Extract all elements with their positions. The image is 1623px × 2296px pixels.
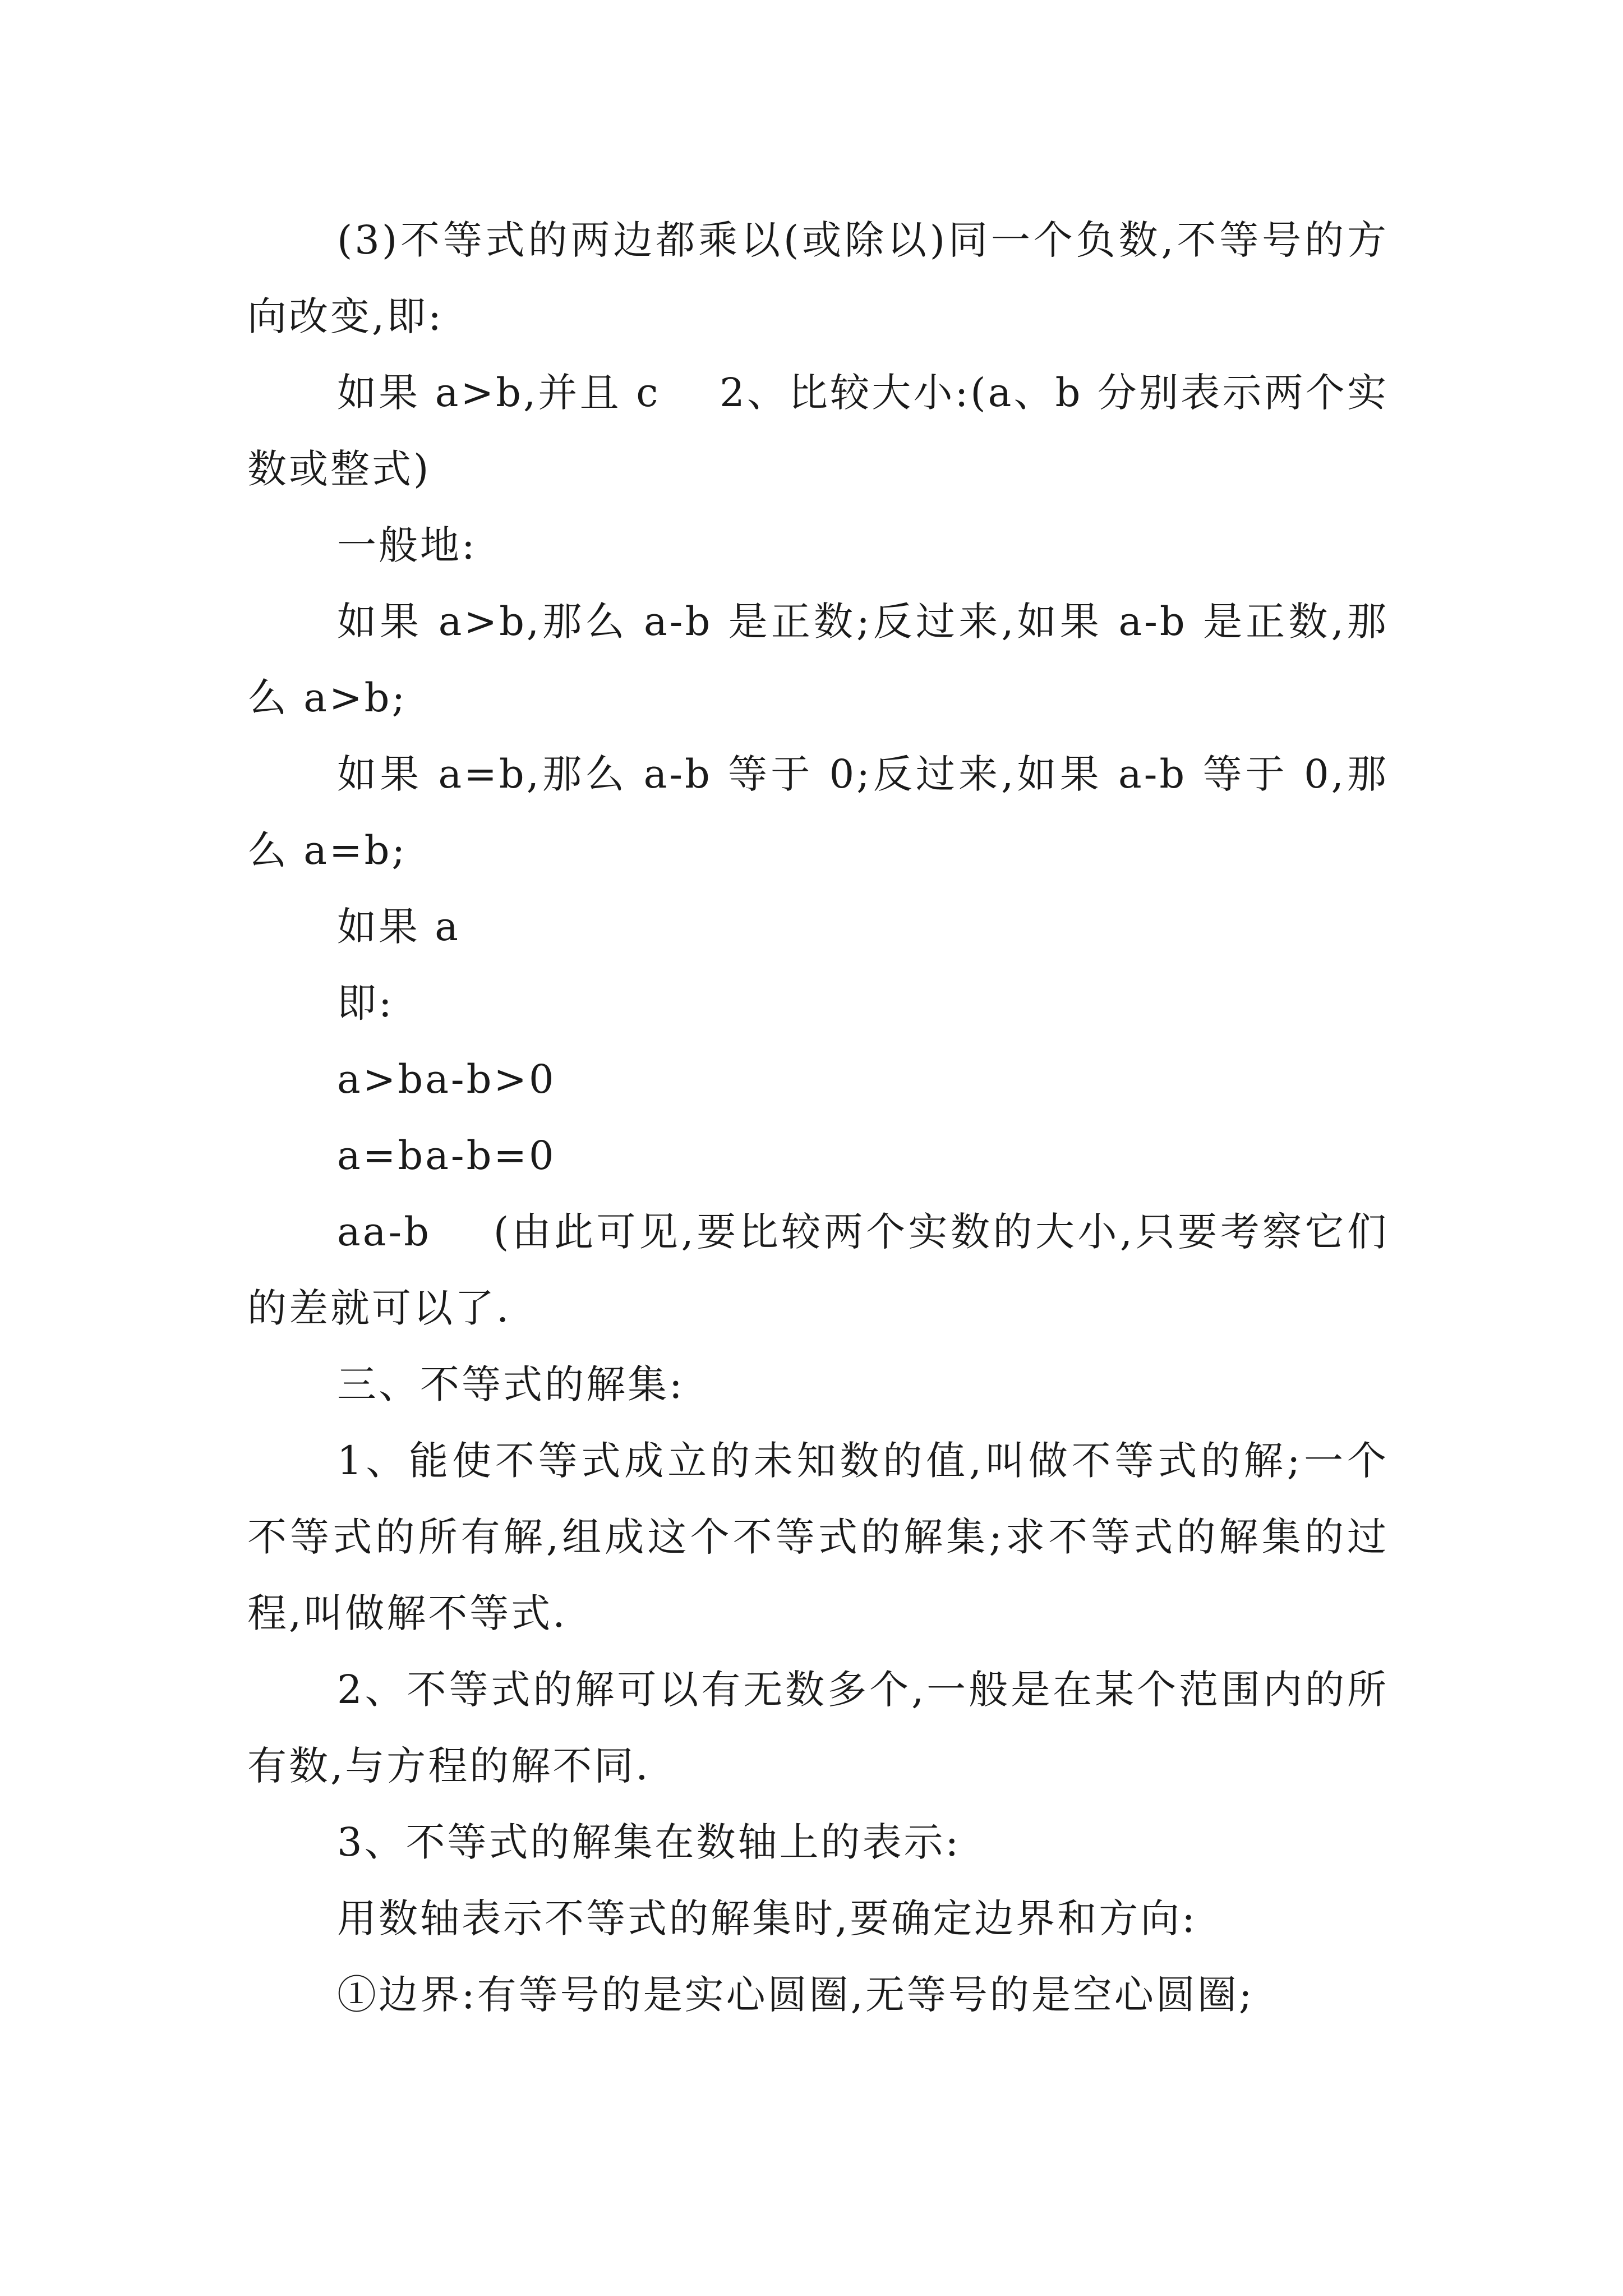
paragraph-greater-case: 如果 a>b,那么 a-b 是正数;反过来,如果 a-b 是正数,那么 a>b; [247,599,1389,721]
document-body [247,202,1389,2033]
paragraph-point-2: 2、不等式的解可以有无数多个,一般是在某个范围内的所有数,与方程的解不同. [247,1667,1389,1789]
paragraph-conclusion: aa-b (由此可见,要比较两个实数的大小,只要考察它们的差就可以了. [247,1209,1389,1331]
paragraph-generally: 一般地: [337,522,477,568]
paragraph-number-line: 用数轴表示不等式的解集时,要确定边界和方向: [337,1895,1197,1941]
paragraph-less-case: 如果 a [337,904,460,950]
formula-greater: a>ba-b>0 [337,1056,556,1102]
paragraph-rule-3: (3)不等式的两边都乘以(或除以)同一个负数,不等号的方向改变,即: [247,217,1389,339]
paragraph-point-3: 3、不等式的解集在数轴上的表示: [337,1819,961,1865]
formula-equal: a=ba-b=0 [337,1133,556,1179]
paragraph-boundary: ①边界:有等号的是实心圆圈,无等号的是空心圆圈; [337,1972,1255,2018]
paragraph-point-1: 1、能使不等式成立的未知数的值,叫做不等式的解;一个不等式的所有解,组成这个不等式的解集;求不等式的解集的过程,叫做解不等式. [247,1438,1389,1636]
paragraph-that-is: 即: [337,980,394,1026]
paragraph-equal-case: 如果 a=b,那么 a-b 等于 0;反过来,如果 a-b 等于 0,那么 a=b; [247,751,1389,873]
paragraph-compare-intro: 如果 a>b,并且 c 2、比较大小:(a、b 分别表示两个实数或整式) [247,370,1389,492]
section-heading-solution-set: 三、不等式的解集: [337,1361,685,1407]
